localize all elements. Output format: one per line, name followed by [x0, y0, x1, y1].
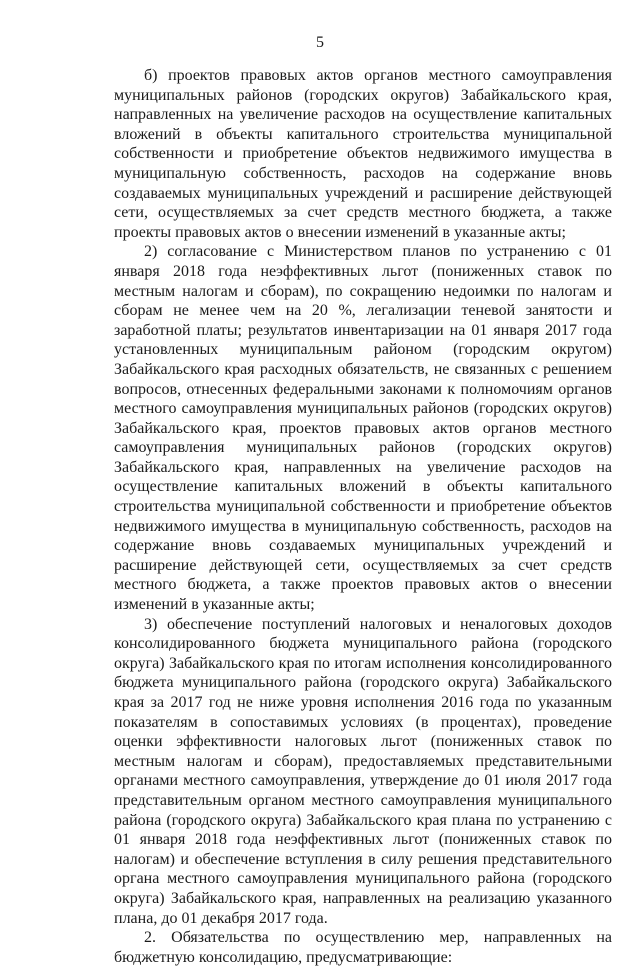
paragraph-3-revenue-provision: 3) обеспечение поступлений налоговых и неналоговых доходов консолидированного бюджета муниципального района (городского округа) Забайкальского края по итогам исполнения консолидированного бюджета муниципального района (городского округа) Забайкальского края за 2017 год не ниже уровня исполнения 2016 года по указанным показателям в сопоставимых условиях (в процентах), проведение оценки эффективности налоговых льгот (пониженных ставок по местным налогам и сборам), предоставляемых представительными органами местного самоуправления, утверждение до 01 июля 2017 года представительным органом местного самоуправления муниципального района (городского округа) Забайкальского края плана по устранению с 01 января 2018 года неэффективных льгот (пониженных ставок по налогам) и обеспечение вступления в силу решения представительного органа местного самоуправления муниципального района (городского округа) Забайкальского края, направленных на реализацию указанного плана, до 01 декабря 2017 года.: [114, 615, 612, 927]
page-number: 5: [316, 34, 324, 51]
document-body: [114, 66, 612, 967]
paragraph-budget-consolidation-obligations: 2. Обязательства по осуществлению мер, направленных на бюджетную консолидацию, предусматривающие:: [114, 929, 612, 966]
paragraph-b-municipal-projects: б) проектов правовых актов органов местного самоуправления муниципальных районов (городских округов) Забайкальского края, направленных на увеличение расходов на осуществление капитальных вложений в объекты капитального строительства муниципальной собственности и приобретение объектов недвижимого имущества в муниципальную собственность, расходов на содержание вновь создаваемых муниципальных учреждений и расширение действующей сети, осуществляемых за счет средств местного бюджета, а также проекты правовых актов о внесении изменений в указанные акты;: [114, 67, 612, 241]
paragraph-2-agreement-with-ministry: 2) согласование с Министерством планов по устранению с 01 января 2018 года неэффективных льгот (пониженных ставок по местным налогам и сборам), по сокращению недоимки по налогам и сборам не менее чем на 20 %, легализации теневой занятости и заработной платы; результатов инвентаризации на 01 января 2017 года установленных муниципальным районом (городским округом) Забайкальского края расходных обязательств, не связанных с решением вопросов, отнесенных федеральными законами к полномочиям органов местного самоуправления муниципальных районов (городских округов) Забайкальского края, проектов правовых актов органов местного самоуправления муниципальных районов (городских округов) Забайкальского края, направленных на увеличение расходов на осуществление капитальных вложений в объекты капитального строительства муниципальной собственности и приобретение объектов недвижимого имущества в муниципальную собственность, расходов на содержание вновь создаваемых муниципальных учреждений и расширение действующей сети, осуществляемых за счет средств местного бюджета, а также проектов правовых актов о внесении изменений в указанные акты;: [114, 243, 612, 614]
